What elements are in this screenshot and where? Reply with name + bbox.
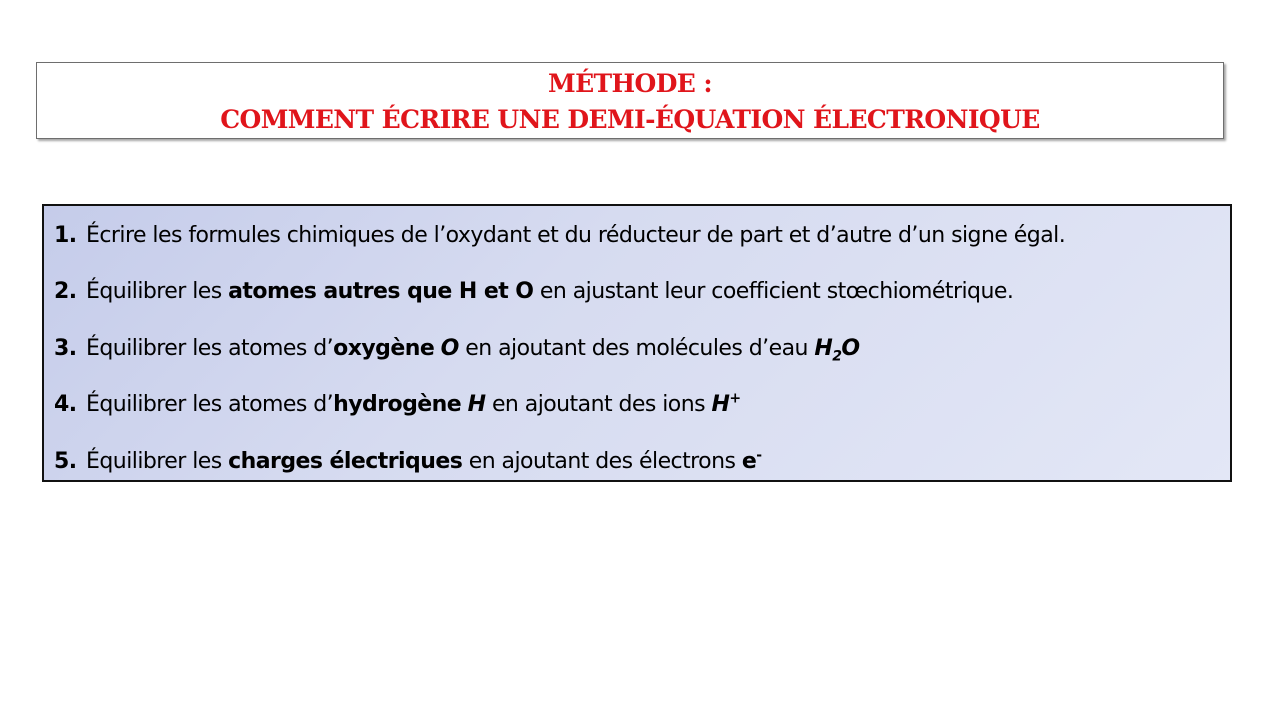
step-1 xyxy=(54,222,1065,250)
step-number: 1. xyxy=(54,223,77,248)
step-keyword: hydrogène xyxy=(333,392,462,417)
step-text: en ajoutant des ions xyxy=(485,392,712,417)
ion-formula xyxy=(711,392,740,417)
step-text: Équilibrer les atomes d’ xyxy=(86,336,334,361)
title-line-1: MÉTHODE : xyxy=(548,69,712,98)
steps-box xyxy=(42,204,1232,482)
step-2 xyxy=(54,278,1013,306)
formula-superscript: + xyxy=(729,390,741,407)
step-text: en ajoutant des molécules d’eau xyxy=(458,336,815,361)
formula-superscript: - xyxy=(756,447,762,464)
element-symbol: H xyxy=(467,392,486,417)
step-text: Équilibrer les atomes d’ xyxy=(86,392,334,417)
step-text: en ajoutant des électrons xyxy=(462,449,742,474)
title-line-2: COMMENT ÉCRIRE UNE DEMI-ÉQUATION ÉLECTRONIQUE xyxy=(220,105,1040,134)
step-keyword: charges électriques xyxy=(228,449,463,474)
water-formula xyxy=(814,336,860,365)
step-number: 2. xyxy=(54,279,77,304)
formula-end: O xyxy=(841,336,860,361)
step-text: Écrire les formules chimiques de l’oxydant et du réducteur de part et d’autre d’un signe égal. xyxy=(86,223,1066,248)
step-text: en ajustant leur coefficient stœchiométrique. xyxy=(533,279,1014,304)
step-number: 4. xyxy=(54,392,77,417)
formula-subscript: 2 xyxy=(832,348,842,365)
formula-main: e xyxy=(741,449,757,474)
step-number: 5. xyxy=(54,449,77,474)
formula-main: H xyxy=(711,392,730,417)
step-text: Équilibrer les xyxy=(86,279,229,304)
element-symbol: O xyxy=(440,336,459,361)
step-4 xyxy=(54,391,741,419)
title-box xyxy=(36,62,1224,139)
step-5 xyxy=(54,448,761,476)
step-keyword: oxygène xyxy=(333,336,435,361)
step-3 xyxy=(54,335,860,363)
formula-main: H xyxy=(814,336,833,361)
step-text: Équilibrer les xyxy=(86,449,229,474)
step-keyword: atomes autres que H et O xyxy=(228,279,534,304)
electron-formula xyxy=(742,449,762,474)
step-number: 3. xyxy=(54,336,77,361)
